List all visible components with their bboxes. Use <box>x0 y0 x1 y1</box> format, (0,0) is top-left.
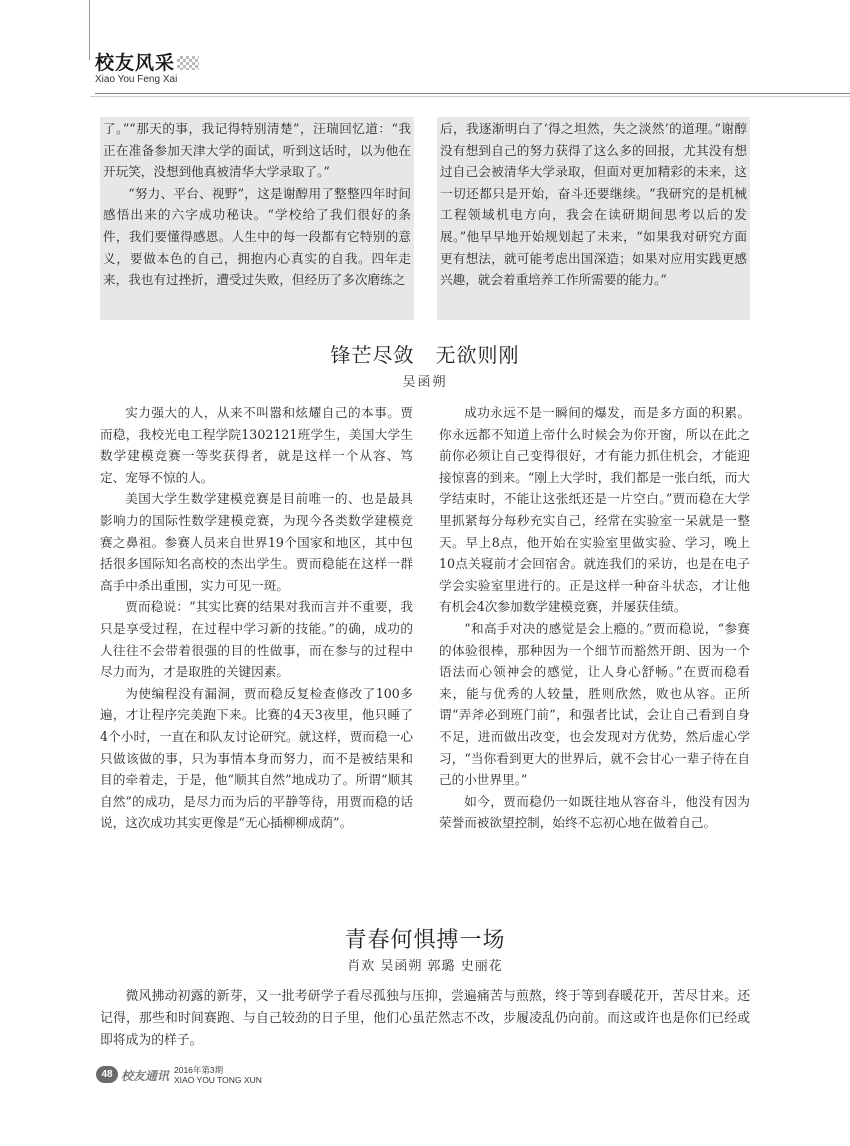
article-title: 青春何惧搏一场 <box>344 928 506 953</box>
section-title: 校友风采 <box>95 52 176 74</box>
header-rule-light <box>90 96 850 97</box>
paragraph: 为使编程没有漏洞，贾而稳反复检查修改了100多遍，才让程序完美跑下来。比赛的4天3夜里，他只睡了4个小时，一直在和队友讨论研究。就这样，贾而稳一心只做该做的事，只为事情本身而努力，而不是被结果和目的牵着走，于是，他“顺其自然”地成功了。所谓“顺其自然”的成功，是尽力而为后的平静等待，用贾而稳的话说，这次成功其实更像是“无心插柳柳成荫”。 <box>100 685 413 831</box>
page-number: 48 <box>96 1066 118 1083</box>
issue-info <box>174 1065 262 1085</box>
paragraph: 美国大学生数学建模竞赛是目前唯一的、也是最具影响力的国际性数学建模竞赛，为现今各类数学建模竞赛之鼻祖。参赛人员来自世界19个国家和地区，其中包括很多国际知名高校的杰出学生。贾而稳能在这样一群高手中杀出重围，实力可见一斑。 <box>100 491 413 593</box>
article-author: 吴函朔 <box>402 375 448 390</box>
checker-pattern-icon <box>177 56 199 70</box>
section-header <box>95 52 199 86</box>
article-title: 锋芒尽敛 无欲则刚 <box>330 343 520 367</box>
paragraph: 微风拂动初露的新芽，又一批考研学子看尽孤独与压抑，尝遍痛苦与煎熬，终于等到春暖花开，苦尽甘来。还记得，那些和时间赛跑、与自己较劲的日子里，他们心虽茫然志不改，步履凌乱仍向前。而这或许也是你们已经或即将成为的样子。 <box>100 989 750 1048</box>
paragraph: 贾而稳说：“其实比赛的结果对我而言并不重要，我只是享受过程，在过程中学习新的技能。”的确，成功的人往往不会带着很强的目的性做事，而在参与的过程中尽力而为，才是取胜的关键因素。 <box>100 599 413 680</box>
paragraph: “努力、平台、视野”，这是谢醇用了整整四年时间感悟出来的六字成功秘诀。“学校给了我们很好的条件，我们要懂得感恩。人生中的每一段都有它特别的意义，要做本色的自己，拥抱内心真实的自我。四年走来，我也有过挫折，遭受过失败，但经历了多次磨练之 <box>103 185 411 288</box>
issue-name-en: XIAO YOU TONG XUN <box>174 1075 262 1085</box>
paragraph: “和高手对决的感觉是会上瘾的。”贾而稳说，“参赛的体验很棒，那种因为一个细节而豁然开朗、因为一个语法而心领神会的感觉，让人身心舒畅。”在贾而稳看来，能与优秀的人较量，胜则欣然，败也从容。正所谓“弄斧必到班门前”，和强者比试，会让自己看到自身不足，进而做出改变，也会发现对方优势，然后虚心学习，“当你看到更大的世界后，就不会甘心一辈子待在自己的小世界里。” <box>439 620 750 788</box>
section-subtitle: Xiao You Feng Xai <box>95 74 178 85</box>
paragraph: 实力强大的人，从来不叫嚣和炫耀自己的本事。贾而稳，我校光电工程学院1302121班学生，美国大学生数学建模竞赛一等奖获得者，就是这样一个从容、笃定、宠辱不惊的人。 <box>100 405 413 485</box>
article-author: 肖欢 吴函朔 郭璐 史丽花 <box>347 959 503 974</box>
paragraph: 后，我逐渐明白了‘得之坦然，失之淡然’的道理。”谢醇没有想到自己的努力获得了这么多的回报，尤其没有想过自己会被清华大学录取，但面对更加精彩的未来，这一切还都只是开始，奋斗还要继续。“我研究的是机械工程领域机电方向，我会在读研期间思考以后的发展。”他早早地开始规划起了未来，“如果我对研究方面更有想法，就可能考虑出国深造；如果对应用实践更感兴趣，就会着重培养工作所需要的能力。” <box>440 121 747 288</box>
article-intro <box>100 986 750 1052</box>
article-right-column <box>439 402 750 834</box>
continuation-left-column <box>103 118 411 291</box>
magazine-name: 校友通讯 <box>121 1069 170 1083</box>
issue-number: 2016年第3期 <box>174 1065 224 1075</box>
article-left-column <box>100 402 413 834</box>
paragraph: 如今，贾而稳仍一如既往地从容奋斗，他没有因为荣誉而被欲望控制，始终不忘初心地在做着自己。 <box>439 793 750 831</box>
header-rule <box>95 93 850 94</box>
header-vertical-rule <box>89 0 90 60</box>
paragraph: 成功永远不是一瞬间的爆发，而是多方面的积累。你永远都不知道上帝什么时候会为你开窗，所以在此之前你必须让自己变得很好，才有能力抓住机会，才能迎接惊喜的到来。“刚上大学时，我们都是一张白纸，而大学结束时，不能让这张纸还是一片空白。”贾而稳在大学里抓紧每分每秒充实自己，经常在实验室一呆就是一整天。早上8点，他开始在实验室里做实验、学习，晚上10点关寝前才会回宿舍。就连我们的采访，也是在电子学会实验室里进行的。正是这样一种奋斗状态，才让他有机会4次参加数学建模竞赛，并屡获佳绩。 <box>439 405 750 615</box>
continuation-right-column <box>440 118 747 291</box>
paragraph: 了。”“那天的事，我记得特别清楚”，汪瑞回忆道：“我正在准备参加天津大学的面试，听到这话时，以为他在开玩笑，没想到他真被清华大学录取了。” <box>103 121 411 180</box>
